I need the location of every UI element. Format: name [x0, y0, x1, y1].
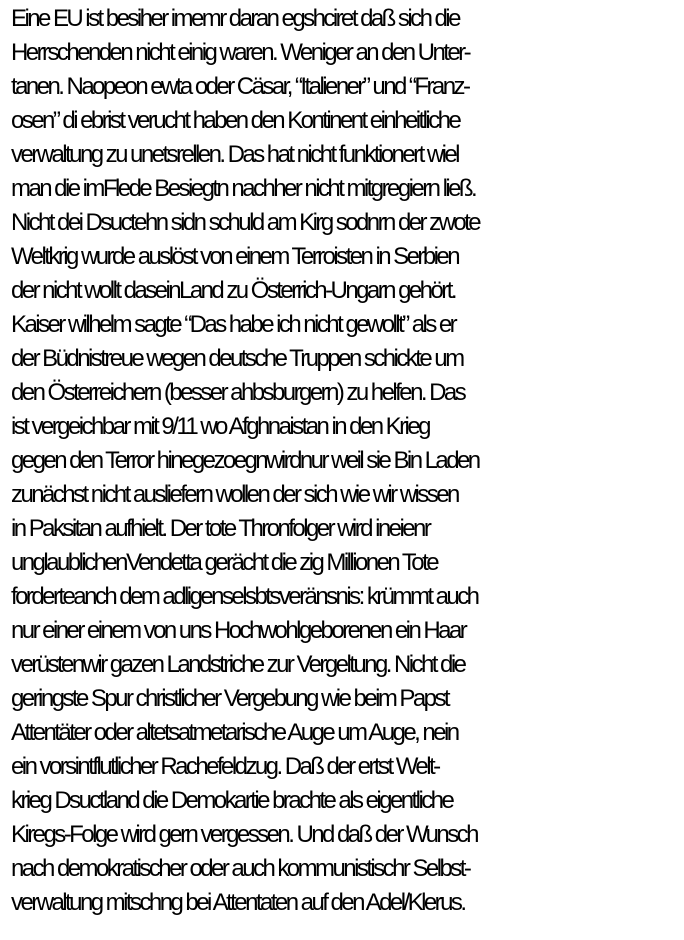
text-line: man die imFlede Besiegtn nachher nicht mitgregiern ließ.	[11, 175, 476, 202]
text-line: der Büdnistreue wegen deutsche Truppen schickte um	[11, 345, 463, 372]
text-line: Nicht dei Dsuctehn sidn schuld am Kirg sodnrn der zwote	[11, 209, 480, 236]
text-line: Herrschenden nicht einig waren. Weniger an den Unter-	[11, 39, 470, 66]
text-line: ein vorsintflutlicher Rachefeldzug. Daß der ertst Welt-	[11, 753, 439, 780]
text-line: krieg Dsuctland die Demokartie brachte als eigentliche	[11, 787, 453, 814]
text-line: geringste Spur christlicher Vergebung wie beim Papst	[11, 685, 449, 712]
text-line: Kiregs-Folge wird gern vergessen. Und daß der Wunsch	[11, 821, 477, 848]
text-line: ist vergeichbar mit 9/11 wo Afghnaistan in den Krieg	[11, 413, 429, 440]
text-line: Attentäter oder altetsatmetarische Auge um Auge, nein	[11, 719, 458, 746]
text-line: forderteanch dem adligenselsbtsveränsnis: krümmt auch	[11, 583, 478, 610]
text-line: osen” di ebrist verucht haben den Kontinent einheitliche	[11, 107, 460, 134]
text-line: der nicht wollt daseinLand zu Österrich-Ungarn gehört.	[11, 277, 455, 304]
body-text	[11, 2, 681, 920]
text-line: in Paksitan aufhielt. Der tote Thronfolger wird ineienr	[11, 515, 430, 542]
text-line: zunächst nicht ausliefern wollen der sich wie wir wissen	[11, 481, 458, 508]
text-line: Kaiser wilhelm sagte “Das habe ich nicht gewollt” als er	[11, 311, 456, 338]
text-line: verwaltung mitschng bei Attentaten auf den Adel/Klerus.	[11, 889, 465, 916]
text-line: verüstenwir gazen Landstriche zur Vergeltung. Nicht die	[11, 651, 465, 678]
text-line: tanen. Naopeon ewta oder Cäsar, “Italiener” und “Franz-	[11, 73, 469, 100]
text-line: nur einer einem von uns Hochwohlgeborenen ein Haar	[11, 617, 466, 644]
text-line: gegen den Terror hinegezoegnwirdnur weil sie Bin Laden	[11, 447, 479, 474]
text-line: unglaublichenVendetta gerächt die zig Millionen Tote	[11, 549, 438, 576]
text-line: den Österreichern (besser ahbsburgern) zu helfen. Das	[11, 379, 465, 406]
text-line: Eine EU ist besiher imemr daran egshciret daß sich die	[11, 5, 459, 32]
text-line: nach demokratischer oder auch kommunistischr Selbst-	[11, 855, 470, 882]
text-line: verwaltung zu unetsrellen. Das hat nicht funktionert wiel	[11, 141, 458, 168]
text-line: Weltkrig wurde auslöst von einem Terroisten in Serbien	[11, 243, 459, 270]
